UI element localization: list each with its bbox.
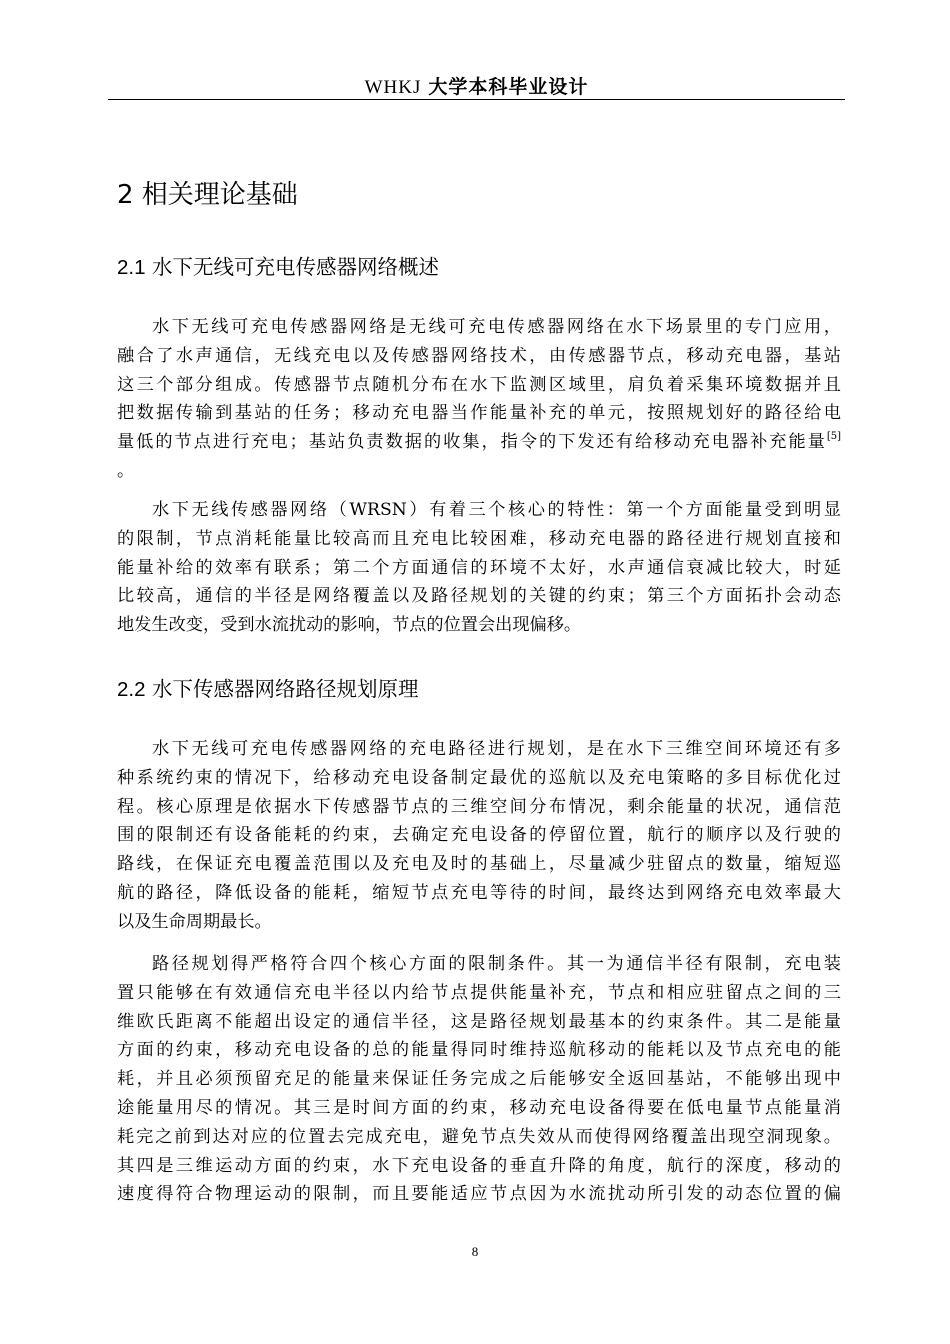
text-line: 速度得符合物理运动的限制，而且要能适应节点因为水流扰动所引发的动态位置的偏 <box>117 1184 841 1205</box>
text-line: 路线，在保证充电覆盖范围以及充电及时的基础上，尽量减少驻留点的数量，缩短巡 <box>117 854 841 875</box>
section-number: 2.2 <box>117 678 146 701</box>
header-rule <box>108 99 845 100</box>
text-line: 比较高，通信的半径是网络覆盖以及路径规划的关键的约束；第三个方面拓扑会动态 <box>117 586 841 607</box>
text-line: 以及生命周期最长。 <box>117 911 272 932</box>
text-line: 维欧氏距离不能超出设定的通信半径，这是路径规划最基本的约束条件。其二是能量 <box>117 1011 841 1032</box>
text-line: 地发生改变，受到水流扰动的影响，节点的位置会出现偏移。 <box>117 615 582 636</box>
header-title: 大学本科毕业设计 <box>428 76 589 98</box>
text-line: 能量补给的效率有联系；第二个方面通信的环境不太好，水声通信衰减比较大，时延 <box>117 557 841 578</box>
text-line: 融合了水声通信，无线充电以及传感器网络技术，由传感器节点，移动充电器，基站 <box>117 345 841 366</box>
text-line: 耗，并且必须预留充足的能量来保证任务完成之后能够安全返回基站，不能够出现中 <box>117 1069 841 1090</box>
text-line: 置只能够在有效通信充电半径以内给节点提供能量补充，节点和相应驻留点之间的三 <box>117 982 841 1003</box>
text-line: 量低的节点进行充电；基站负责数据的收集，指令的下发还有给移动充电器补充能量 <box>117 432 827 453</box>
citation-marker: [5] <box>826 431 841 443</box>
section-heading-2-1 <box>117 253 439 282</box>
text-line: 途能量用尽的情况。其三是时间方面的约束，移动充电设备得要在低电量节点能量消 <box>117 1097 841 1118</box>
section-title: 水下传感器网络路径规划原理 <box>152 677 419 701</box>
section-number: 2.1 <box>117 256 146 279</box>
text-line: 航的路径，降低设备的能耗，缩短节点充电等待的时间，最终达到网络充电效率最大 <box>117 882 841 903</box>
paragraph <box>117 313 841 486</box>
chapter-title: 2 相关理论基础 <box>117 180 298 210</box>
text-line: 其四是三维运动方面的约束，水下充电设备的垂直升降的角度，航行的深度，移动的 <box>117 1155 841 1176</box>
text-line: 种系统约束的情况下，给移动充电设备制定最优的巡航以及充电策略的多目标优化过 <box>117 767 841 788</box>
text-line: 方面的约束，移动充电设备的总的能量得同时维持巡航移动的能耗以及节点充电的能 <box>117 1040 841 1061</box>
text-line: 这三个部分组成。传感器节点随机分布在水下监测区域里，肩负着采集环境数据并且 <box>117 374 841 395</box>
text-line: 把数据传输到基站的任务；移动充电器当作能量补充的单元，按照规划好的路径给电 <box>117 403 841 424</box>
paragraph <box>117 735 841 937</box>
text-line: 耗完之前到达对应的位置去完成充电，避免节点失效从而使得网络覆盖出现空洞现象。 <box>117 1126 841 1147</box>
running-header <box>108 74 845 101</box>
paragraph <box>117 950 841 1209</box>
section-heading-2-2 <box>117 675 419 704</box>
paragraph <box>117 496 841 640</box>
text-line: 水下无线可充电传感器网络是无线可充电传感器网络在水下场景里的专门应用， <box>152 317 841 337</box>
text-line: 程。核心原理是依据水下传感器节点的三维空间分布情况，剩余能量的状况，通信范 <box>117 796 841 817</box>
text-line: 路径规划得严格符合四个核心方面的限制条件。其一为通信半径有限制，充电装 <box>152 954 841 974</box>
page-number: 8 <box>471 1244 479 1259</box>
text-line: 水下无线传感器网络（WRSN）有着三个核心的特性：第一个方面能量受到明显 <box>152 500 841 520</box>
section-title: 水下无线可充电传感器网络概述 <box>152 255 440 279</box>
text-line-with-citation <box>117 428 841 457</box>
text-line: 水下无线可充电传感器网络的充电路径进行规划，是在水下三维空间环境还有多 <box>152 739 841 759</box>
text-line: 。 <box>117 460 135 481</box>
text-line: 围的限制还有设备能耗的约束，去确定充电设备的停留位置，航行的顺序以及行驶的 <box>117 825 841 846</box>
text-line: 的限制，节点消耗能量比较高而且充电比较困难，移动充电器的路径进行规划直接和 <box>117 528 841 549</box>
header-abbreviation: WHKJ <box>364 77 422 98</box>
